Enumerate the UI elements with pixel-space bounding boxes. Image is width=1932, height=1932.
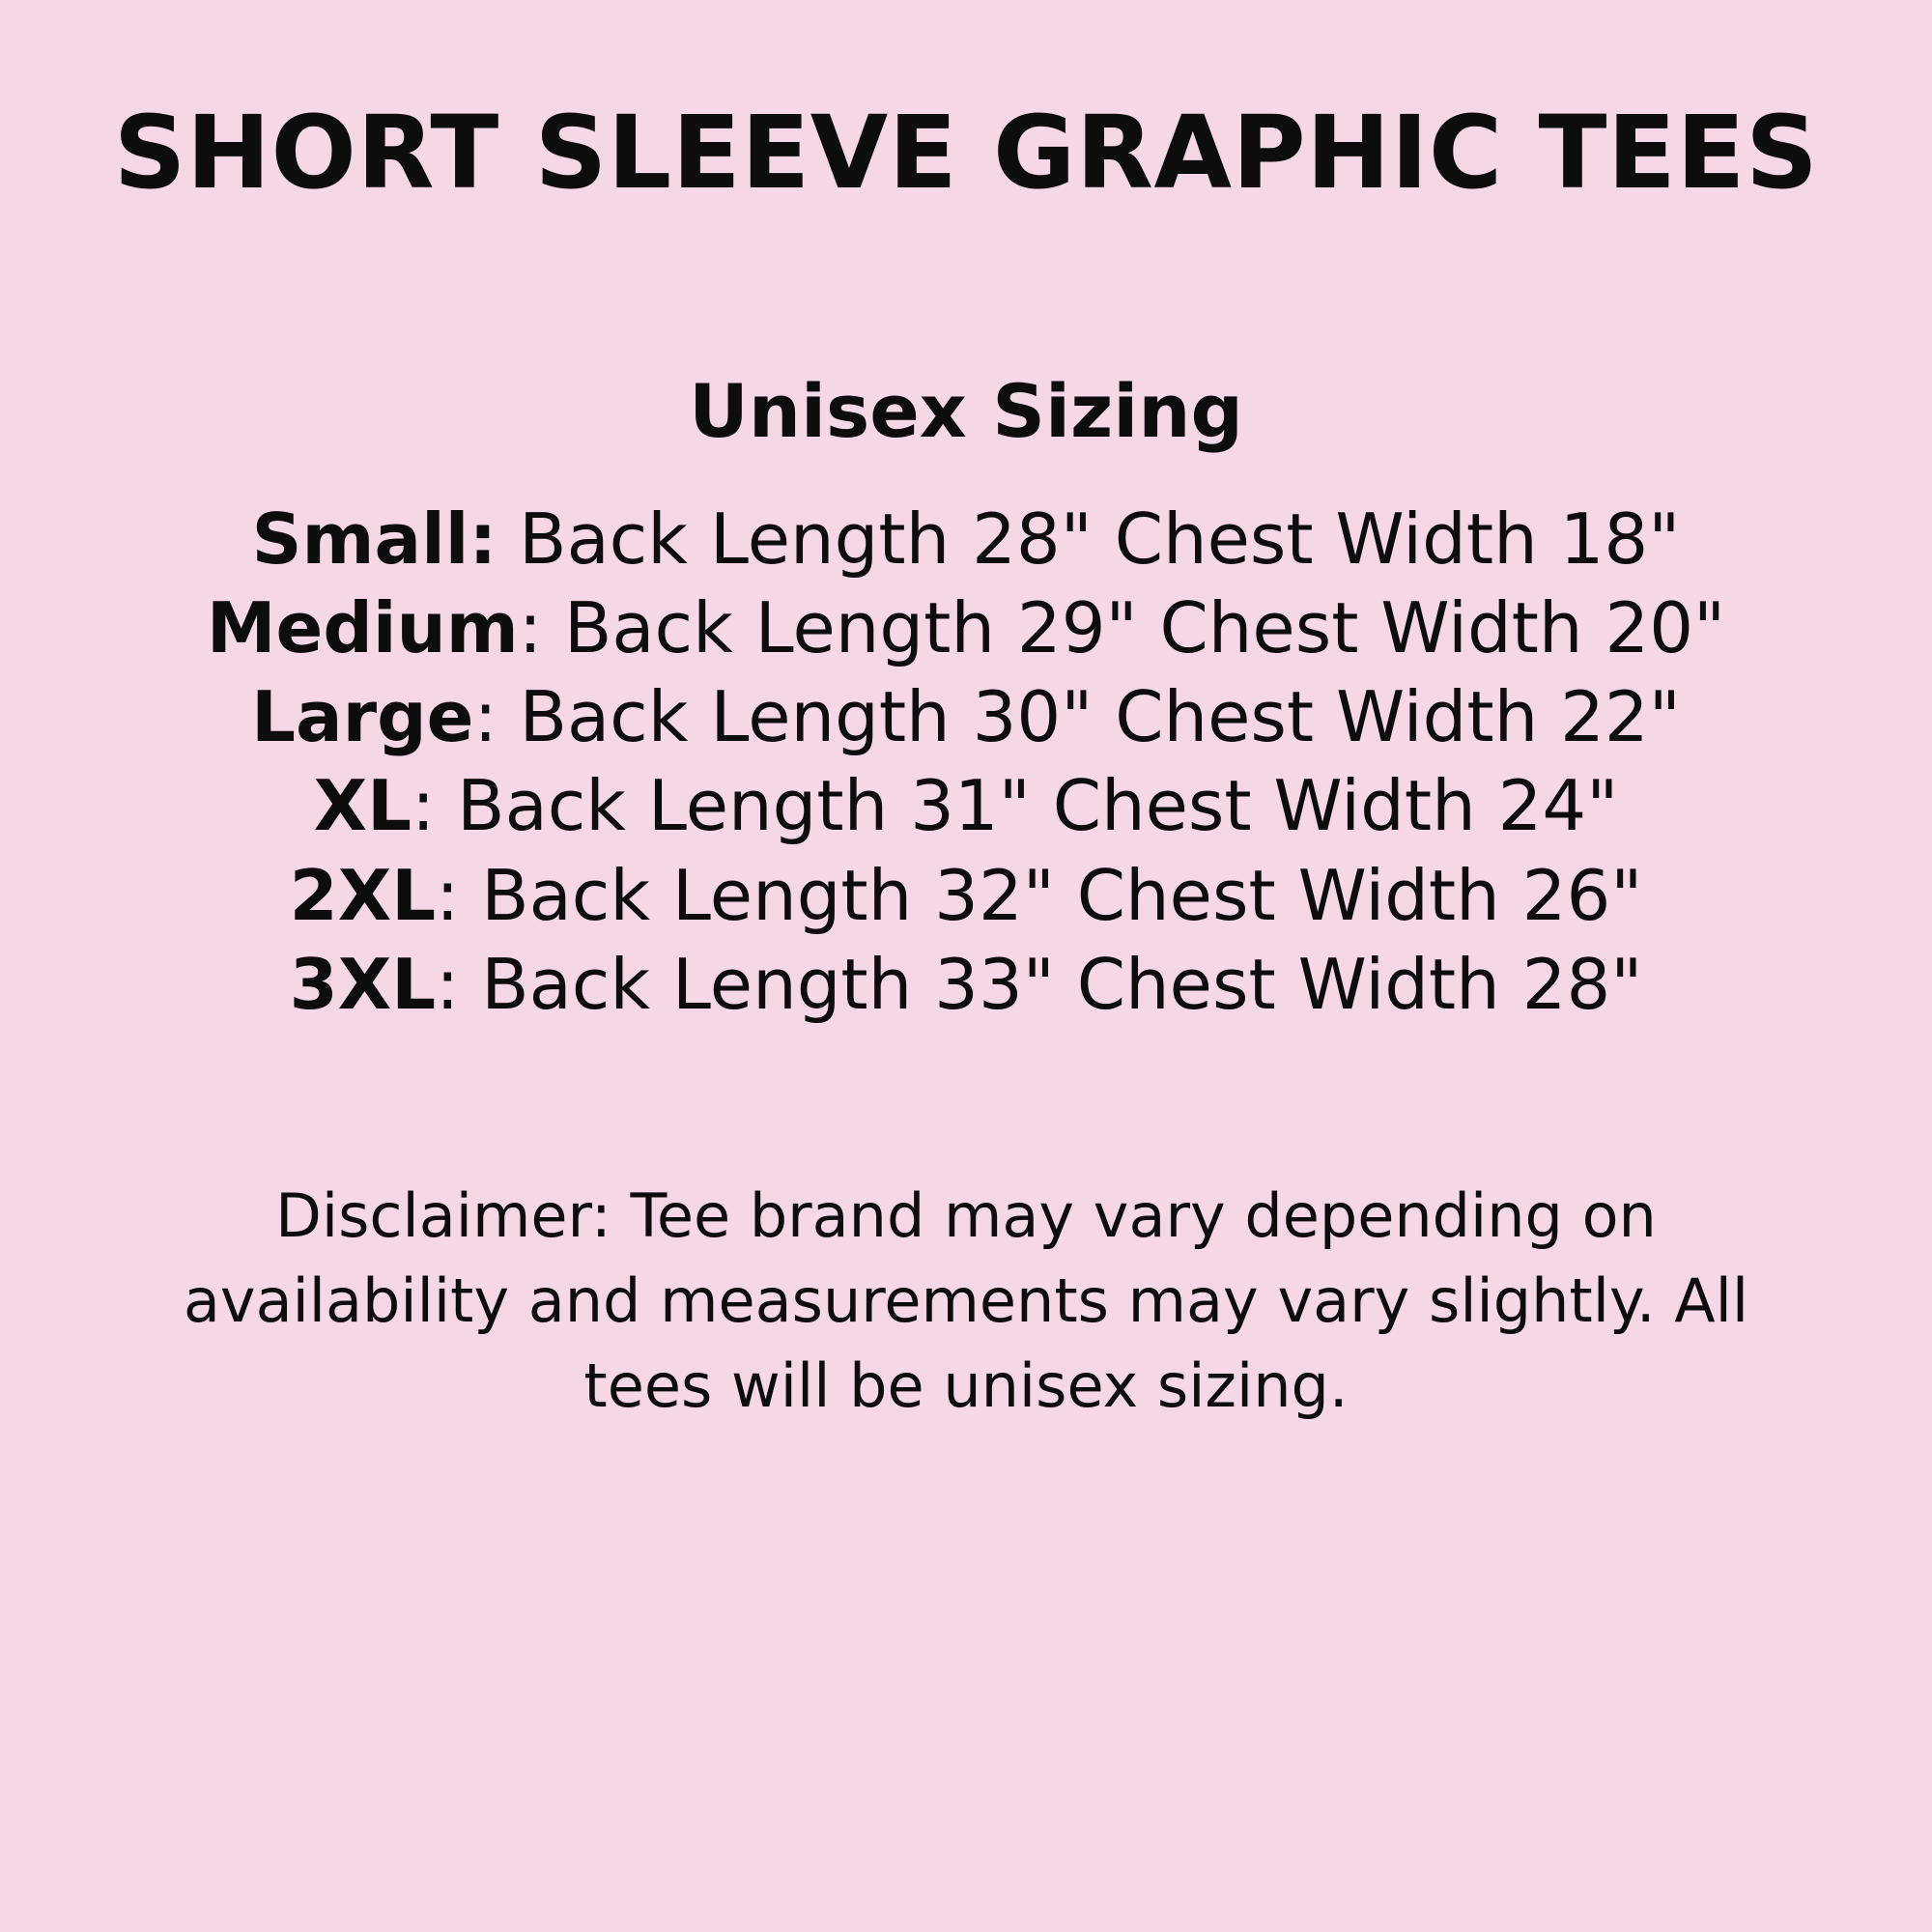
sizing-subtitle: Unisex Sizing: [689, 368, 1243, 455]
size-measurements: : Back Length 29" Chest Width 20": [518, 587, 1726, 669]
list-item: [314, 761, 1619, 850]
size-label: 2XL: [289, 854, 437, 936]
size-measurements: Back Length 28" Chest Width 18": [497, 497, 1681, 580]
page-title: SHORT SLEEVE GRAPHIC TEES: [113, 94, 1819, 212]
size-list: [58, 495, 1874, 1029]
list-item: [290, 851, 1643, 940]
list-item: [290, 940, 1643, 1029]
size-label: XL: [313, 765, 412, 847]
size-measurements: : Back Length 30" Chest Width 22": [473, 676, 1681, 758]
size-measurements: : Back Length 33" Chest Width 28": [436, 943, 1643, 1025]
size-label: Small:: [251, 497, 497, 580]
list-item: [252, 495, 1681, 583]
size-label: 3XL: [289, 943, 437, 1025]
size-label: Medium: [206, 587, 519, 669]
size-measurements: : Back Length 32" Chest Width 26": [436, 854, 1643, 936]
size-label: Large: [251, 676, 474, 758]
size-measurements: : Back Length 31" Chest Width 24": [412, 765, 1619, 847]
disclaimer-text: Disclaimer: Tee brand may vary depending on availability and measurements may vary slightly. All tees will be unisex sizing.: [183, 1179, 1749, 1421]
list-item: [251, 672, 1681, 761]
list-item: [207, 583, 1725, 672]
